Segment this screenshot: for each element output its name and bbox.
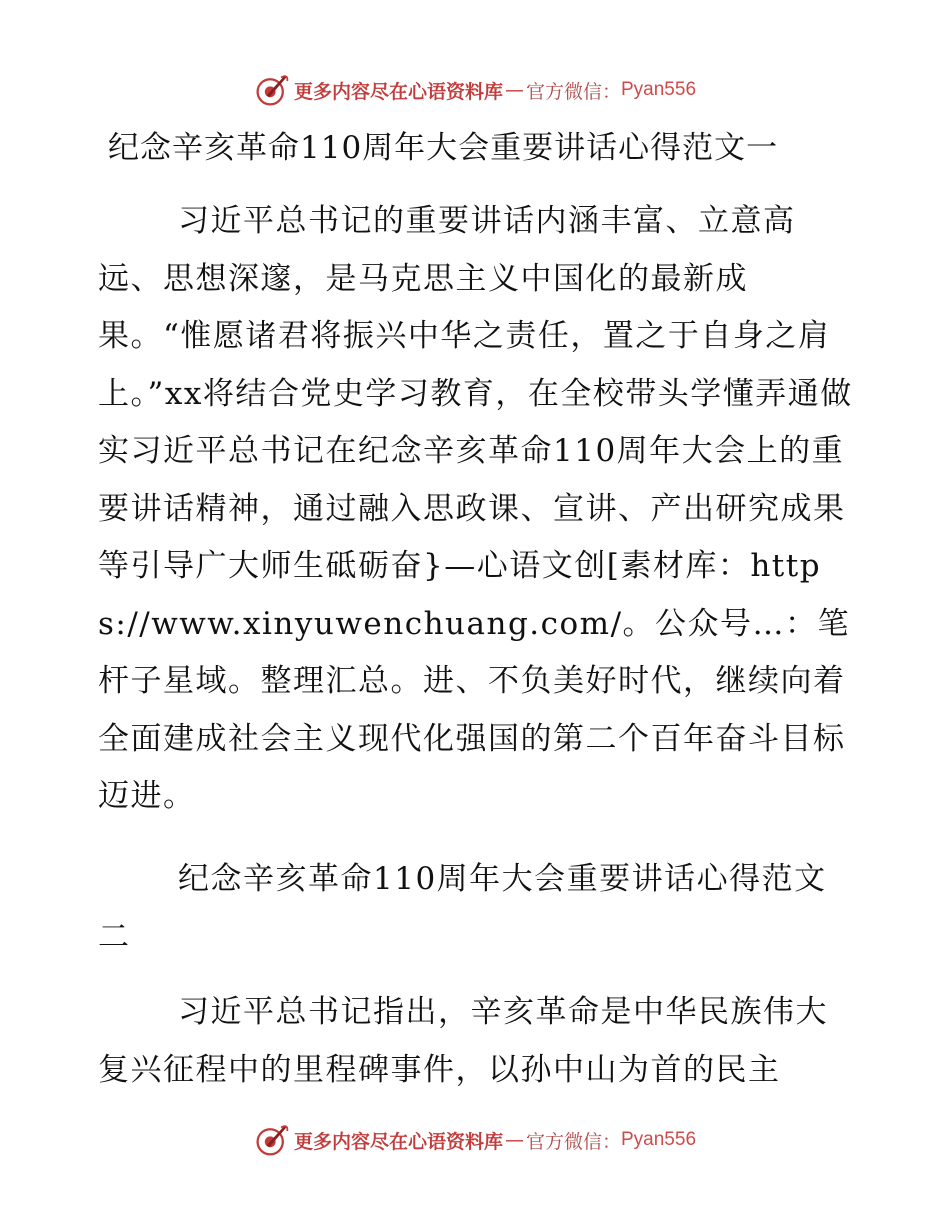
quill-logo-icon: [254, 1122, 290, 1158]
banner-wechat-id: Pyan556: [621, 79, 697, 100]
body-paragraph: 习近平总书记的重要讲话内涵丰富、立意高远、思想深邃，是马克思主义中国化的最新成果。“惟愿诸君将振兴中华之责任，置之于自身之肩上。”xx将结合党史学习教育，在全校带头学懂弄通做实习近平总书记在纪念辛亥革命110周年大会上的重要讲话精神，通过融入思政课、宣讲、产出研究成果等引导广大师生砥砺奋}—心语文创[素材库：https://www.xinyuwenchuang.com/。公众号…：笔杆子星域。整理汇总。进、不负美好时代，继续向着全面建成社会主义现代化强国的第二个百年奋斗目标迈进。: [98, 203, 853, 814]
banner-official-label: 官方微信：: [525, 1130, 621, 1153]
banner-dash: —: [504, 1129, 524, 1151]
quill-logo-icon: [254, 72, 290, 108]
banner-slogan: 更多内容尽在心语资料库: [293, 1130, 503, 1153]
body-paragraph: 习近平总书记指出，辛亥革命是中华民族伟大复兴征程中的里程碑事件，以孙中山为首的民主: [98, 994, 828, 1088]
header-banner: [0, 70, 950, 110]
banner-dash: —: [504, 79, 524, 101]
banner-official-label: 官方微信：: [525, 80, 621, 103]
banner-slogan: 更多内容尽在心语资料库: [293, 80, 503, 103]
document-title: 纪念辛亥革命110周年大会重要讲话心得范文一: [108, 130, 779, 166]
section-heading: 纪念辛亥革命110周年大会重要讲话心得范文二: [98, 861, 827, 955]
footer-banner: [0, 1120, 950, 1160]
banner-wechat-id: Pyan556: [621, 1129, 697, 1150]
